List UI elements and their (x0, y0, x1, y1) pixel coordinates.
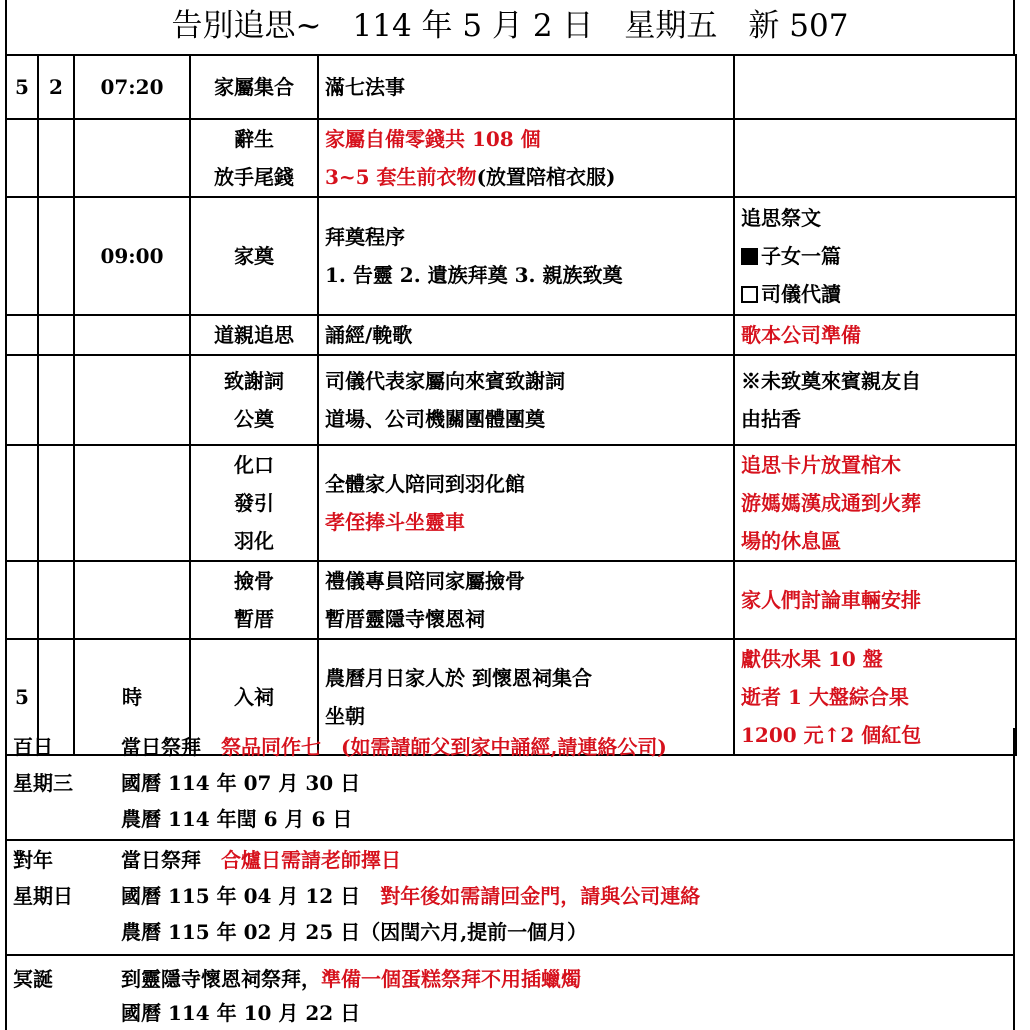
birthday-solar-date: 國曆 114 年 10 月 22 日 (121, 1001, 361, 1025)
item-cell (190, 55, 318, 119)
note-cell (734, 561, 1016, 639)
schedule-table (5, 54, 1017, 756)
day-cell (38, 119, 74, 197)
content-line: 3~5 套生前衣物(放置陪棺衣服) (325, 165, 616, 189)
item-cell (190, 119, 318, 197)
time-cell: 07:20 (74, 55, 190, 119)
schedule-row (6, 55, 1016, 119)
month-cell: 5 (6, 55, 38, 119)
month-cell (6, 445, 38, 561)
birthday-section (7, 956, 1013, 1030)
hundred-weekday: 星期三 (13, 771, 73, 795)
day-cell (38, 561, 74, 639)
time-cell: 09:00 (74, 197, 190, 315)
note-line: 獻供水果 10 盤 (741, 647, 883, 671)
hundred-solar-date: 國曆 114 年 07 月 30 日 (121, 771, 361, 795)
note-line: ※未致奠來賓親友自 (741, 369, 921, 393)
schedule-row (6, 119, 1016, 197)
note-cell (734, 197, 1016, 315)
month-cell (6, 355, 38, 445)
anniversary-lunar-date: 農曆 115 年 02 月 25 日（因閏六月,提前一個月） (121, 920, 588, 944)
content-cell (318, 355, 734, 445)
hundred-lunar-date: 農曆 114 年閏 6 月 6 日 (121, 807, 353, 831)
page-title: 告別追思~ 114 年 5 月 2 日 星期五 新 507 (5, 0, 1015, 56)
unchecked-box-icon (741, 286, 758, 303)
item-label: 發引 (234, 491, 274, 515)
schedule-row (6, 355, 1016, 445)
month-cell (6, 197, 38, 315)
hundred-label: 百日 (13, 735, 53, 759)
content-line: 農曆月日家人於 到懷恩祠集合 (325, 666, 592, 690)
content-cell (318, 119, 734, 197)
schedule-row (6, 197, 1016, 315)
anniversary-weekday: 星期日 (13, 884, 73, 908)
anniversary-label: 對年 (13, 848, 53, 872)
time-cell (74, 119, 190, 197)
note-line: 追思祭文 (741, 206, 821, 230)
item-label: 暫厝 (234, 607, 274, 631)
item-label: 道親追思 (214, 323, 294, 347)
item-label: 公奠 (234, 407, 274, 431)
day-cell: 2 (38, 55, 74, 119)
content-line: 誦經/輓歌 (325, 323, 413, 347)
note-cell (734, 119, 1016, 197)
item-label: 入祠 (234, 685, 274, 709)
day-cell (38, 197, 74, 315)
item-label: 撿骨 (234, 569, 274, 593)
anniversary-ritual: 當日祭拜 合爐日需請老師擇日 (121, 848, 401, 872)
item-label: 羽化 (234, 529, 274, 553)
item-label: 致謝詞 (224, 369, 284, 393)
content-line: 1. 告靈 2. 遺族拜奠 3. 親族致奠 (325, 263, 623, 287)
day-cell (38, 355, 74, 445)
item-cell (190, 315, 318, 355)
content-cell (318, 445, 734, 561)
item-cell (190, 197, 318, 315)
anniversary-section (7, 841, 1013, 956)
hundred-day-section (7, 728, 1013, 841)
item-cell (190, 561, 318, 639)
item-label: 辭生 (234, 127, 274, 151)
content-line: 禮儀專員陪同家屬撿骨 (325, 569, 525, 593)
schedule-row (6, 445, 1016, 561)
content-line: 坐朝 (325, 704, 365, 728)
checked-box-icon (741, 248, 758, 265)
birthday-label: 冥誕 (13, 967, 53, 991)
note-line: 逝者 1 大盤綜合果 (741, 685, 909, 709)
time-cell: 時 (74, 639, 190, 755)
content-line: 暫厝靈隱寺懷恩祠 (325, 607, 485, 631)
hundred-ritual: 當日祭拜 祭品同作七 (如需請師父到家中誦經,請連絡公司) (121, 735, 667, 759)
content-cell (318, 55, 734, 119)
note-line: 場的休息區 (741, 529, 841, 553)
time-cell (74, 561, 190, 639)
month-cell (6, 315, 38, 355)
time-cell (74, 445, 190, 561)
birthday-ritual: 到靈隱寺懷恩祠祭拜，準備一個蛋糕祭拜不用插蠟燭 (121, 967, 581, 991)
day-cell (38, 315, 74, 355)
note-line: 家人們討論車輛安排 (741, 588, 921, 612)
time-cell (74, 355, 190, 445)
note-line: 游媽媽漢成通到火葬 (741, 491, 921, 515)
content-line: 滿七法事 (325, 75, 405, 99)
note-line: 由拈香 (741, 407, 801, 431)
content-line: 孝侄捧斗坐靈車 (325, 510, 465, 534)
item-cell (190, 445, 318, 561)
item-label: 家屬集合 (214, 75, 294, 99)
schedule-row (6, 315, 1016, 355)
note-cell (734, 315, 1016, 355)
note-cell (734, 55, 1016, 119)
content-line: 拜奠程序 (325, 225, 405, 249)
month-cell (6, 561, 38, 639)
content-cell (318, 197, 734, 315)
schedule-sheet (5, 0, 1015, 1030)
month-cell: 5 (6, 639, 38, 755)
day-cell (38, 445, 74, 561)
note-cell (734, 445, 1016, 561)
memorial-dates (5, 728, 1015, 1030)
content-line: 家屬自備零錢共 108 個 (325, 127, 541, 151)
content-cell (318, 561, 734, 639)
content-line: 司儀代表家屬向來賓致謝詞 (325, 369, 565, 393)
content-line: 全體家人陪同到羽化館 (325, 472, 525, 496)
note-cell (734, 355, 1016, 445)
schedule-row (6, 561, 1016, 639)
content-cell (318, 315, 734, 355)
item-label: 放手尾錢 (214, 165, 294, 189)
note-line: 追思卡片放置棺木 (741, 453, 901, 477)
item-label: 家奠 (234, 244, 274, 268)
note-line: 司儀代讀 (741, 275, 1009, 313)
anniversary-solar-date: 國曆 115 年 04 月 12 日 對年後如需請回金門，請與公司連絡 (121, 884, 701, 908)
item-label: 化口 (234, 453, 274, 477)
time-cell (74, 315, 190, 355)
content-line: 道場、公司機關團體團奠 (325, 407, 545, 431)
note-line: 歌本公司準備 (741, 323, 861, 347)
month-cell (6, 119, 38, 197)
note-line: 子女一篇 (741, 237, 1009, 275)
note-line: 1200 元↑2 個紅包 (741, 723, 922, 747)
item-cell (190, 355, 318, 445)
